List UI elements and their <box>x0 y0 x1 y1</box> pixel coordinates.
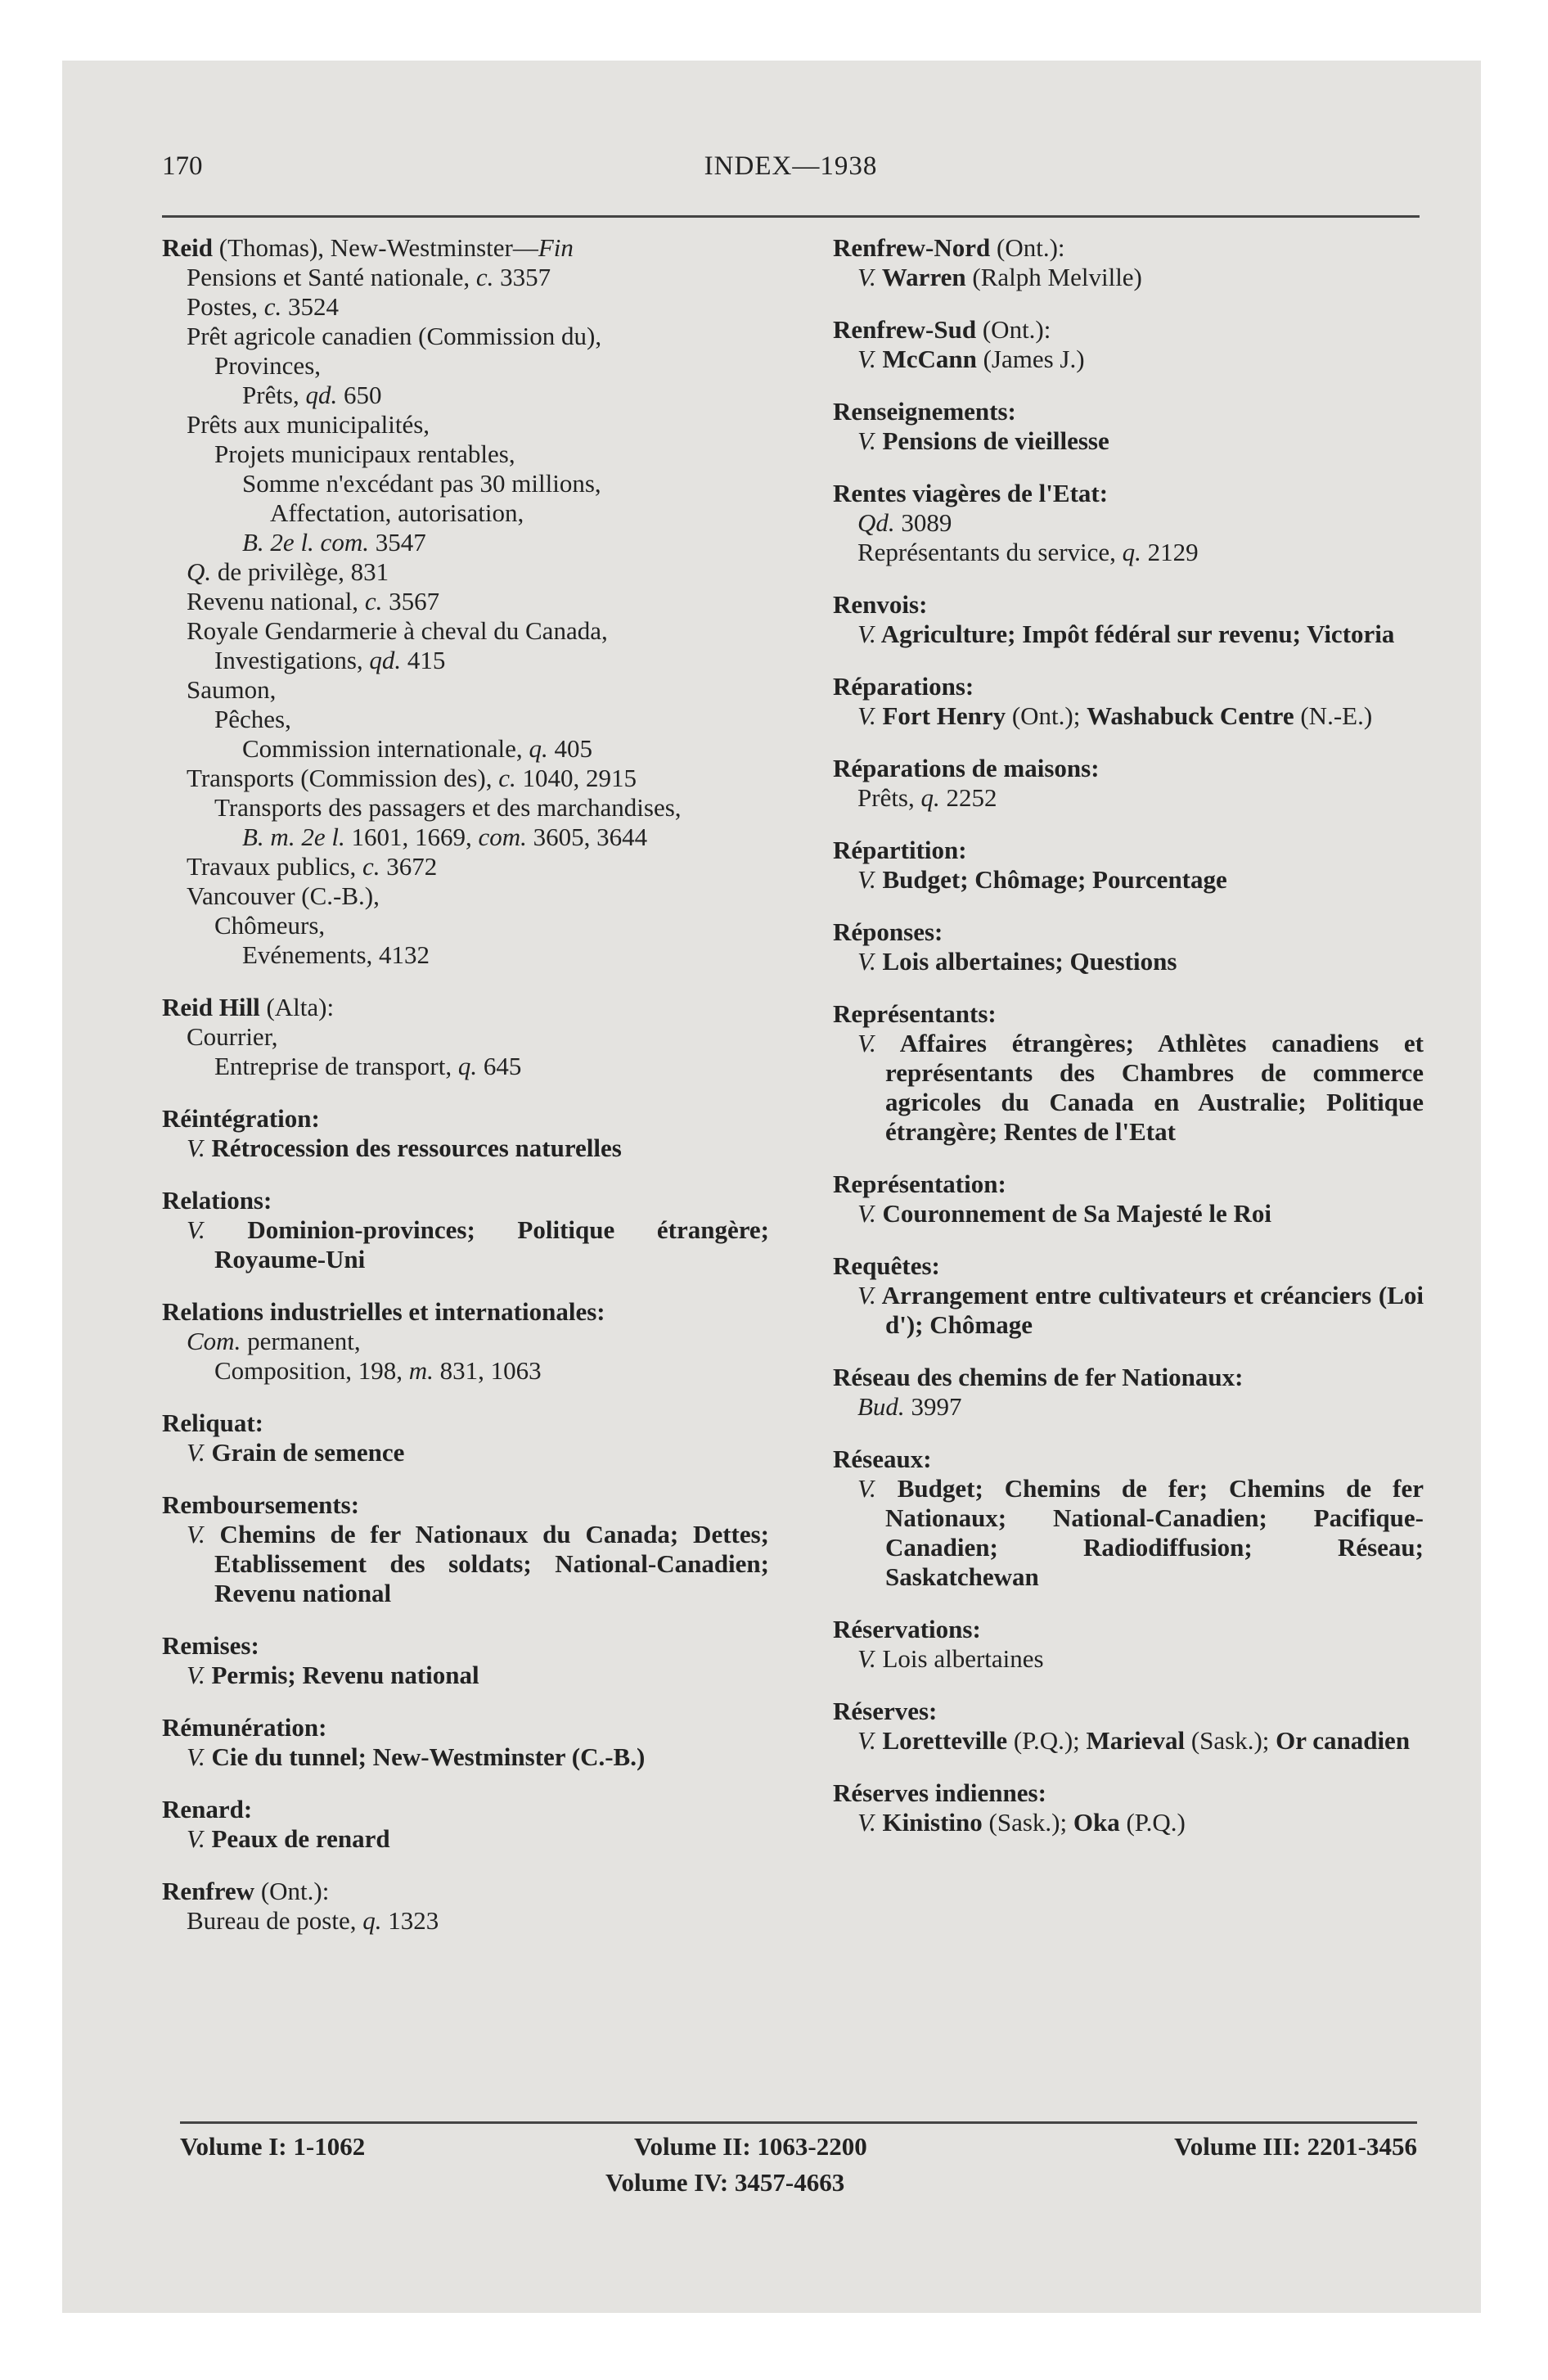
see-reference: V. Pensions de vieillesse <box>857 426 1109 455</box>
entry-fin: Fin <box>538 233 574 262</box>
index-entry-reliquat <box>162 1409 769 1467</box>
subentry: Prêts aux municipalités, <box>187 410 430 439</box>
entry-heading: Reid Hill <box>162 993 260 1021</box>
see-reference: V. Warren (Ralph Melville) <box>857 263 1142 291</box>
entry-heading: Renard: <box>162 1795 253 1823</box>
see-reference: V. McCann (James J.) <box>857 345 1085 373</box>
entry-heading: Reliquat: <box>162 1409 263 1437</box>
entry-heading: Renvois: <box>833 590 928 619</box>
subentry: B. 2e l. com. 3547 <box>242 528 426 557</box>
index-column-right <box>833 233 1424 1860</box>
index-entry-reponses <box>833 917 1424 976</box>
entry-heading: Renfrew <box>162 1877 255 1905</box>
index-entry-representation <box>833 1170 1424 1228</box>
entry-heading: Rentes viagères de l'Etat: <box>833 479 1109 507</box>
subentry: Transports des passagers et des marchandises, <box>214 793 682 822</box>
see-reference: V. Agriculture; Impôt fédéral sur revenu; Victoria <box>857 620 1395 648</box>
subentry: B. m. 2e l. 1601, 1669, com. 3605, 3644 <box>242 823 648 851</box>
index-entry-remboursements <box>162 1490 769 1608</box>
subentry: Affectation, autorisation, <box>270 498 524 527</box>
see-reference: V. Budget; Chômage; Pourcentage <box>857 865 1227 894</box>
index-entry-renvois <box>833 590 1424 649</box>
entry-heading: Réseau des chemins de fer Nationaux: <box>833 1363 1244 1391</box>
entry-heading: Réserves: <box>833 1697 938 1725</box>
index-entry-relations-industrielles <box>162 1297 769 1386</box>
entry-heading: Répartition: <box>833 836 967 864</box>
subentry: Provinces, <box>214 351 322 380</box>
see-reference: V. Grain de semence <box>187 1438 405 1467</box>
subentry: Transports (Commission des), c. 1040, 2915 <box>187 764 637 792</box>
index-entry-remises <box>162 1631 769 1690</box>
see-reference: V. Lois albertaines; Questions <box>857 947 1177 976</box>
volume-1-range: Volume I: 1-1062 <box>180 2132 366 2161</box>
subentry: Prêts, q. 2252 <box>857 783 997 812</box>
index-entry-renfrew-sud: Renfrew-Sud (Ont.): V. McCann (James J.) <box>833 315 1424 374</box>
volume-2-range: Volume II: 1063-2200 <box>634 2132 867 2161</box>
subentry: Somme n'excédant pas 30 millions, <box>242 469 601 498</box>
entry-heading: Requêtes: <box>833 1251 940 1280</box>
see-reference: V. Lois albertaines <box>857 1644 1044 1673</box>
entry-heading: Relations industrielles et internationales: <box>162 1297 605 1326</box>
running-title: INDEX—1938 <box>704 151 878 181</box>
page-number: 170 <box>162 151 203 181</box>
entry-heading: Renseignements: <box>833 397 1016 426</box>
index-entry-renard <box>162 1795 769 1854</box>
subentry: Q. de privilège, 831 <box>187 557 389 586</box>
subentry: Pêches, <box>214 705 291 733</box>
see-reference: V. Budget; Chemins de fer; Chemins de fer Nationaux; National-Canadien; Pacifique-Canadien; Radiodiffusion; Réseau; Saskatchewan <box>857 1474 1424 1591</box>
index-entry-repartition <box>833 836 1424 895</box>
see-reference: V. Peaux de renard <box>187 1824 390 1853</box>
entry-heading: Réservations: <box>833 1615 981 1643</box>
subentry: Projets municipaux rentables, <box>214 439 515 468</box>
index-entry-reseaux <box>833 1445 1424 1592</box>
index-entry-requetes <box>833 1251 1424 1340</box>
index-entry-reserves <box>833 1697 1424 1756</box>
entry-heading: Relations: <box>162 1186 272 1215</box>
volume-4-range: Volume IV: 3457-4663 <box>605 2168 845 2197</box>
index-column-left <box>162 233 769 1959</box>
entry-heading: Réserves indiennes: <box>833 1778 1046 1807</box>
index-entry-remuneration <box>162 1713 769 1772</box>
see-reference: V. Chemins de fer Nationaux du Canada; Dettes; Etablissement des soldats; National-Canadien; Revenu national <box>187 1520 769 1607</box>
entry-heading: Reid <box>162 233 213 262</box>
index-entry-reid-thomas <box>162 233 769 970</box>
entry-heading: Renfrew-Nord <box>833 233 991 262</box>
subentry: Qd. 3089 <box>857 508 952 537</box>
subentry: Bud. 3997 <box>857 1392 962 1421</box>
subentry: Royale Gendarmerie à cheval du Canada, <box>187 616 608 645</box>
header-rule <box>162 215 1420 218</box>
page-header <box>162 151 1420 201</box>
index-entry-relations <box>162 1186 769 1274</box>
see-reference: V. Loretteville (P.Q.); Marieval (Sask.); Or canadien <box>857 1726 1411 1755</box>
see-reference: V. Couronnement de Sa Majesté le Roi <box>857 1199 1272 1228</box>
index-entry-renseignements <box>833 397 1424 456</box>
see-reference: V. Dominion-provinces; Politique étrangère; Royaume-Uni <box>187 1215 769 1273</box>
subentry: Investigations, qd. 415 <box>214 646 446 674</box>
index-entry-renfrew: Renfrew (Ont.): Bureau de poste, q. 1323 <box>162 1877 769 1936</box>
subentry: Saumon, <box>187 675 277 704</box>
subentry: Chômeurs, <box>214 911 326 940</box>
subentry: Composition, 198, m. 831, 1063 <box>214 1356 542 1385</box>
subentry: Com. permanent, <box>187 1327 361 1355</box>
index-entry-reserves-indiennes <box>833 1778 1424 1837</box>
entry-heading: Réponses: <box>833 917 943 946</box>
subentry: Revenu national, c. 3567 <box>187 587 440 615</box>
see-reference: V. Arrangement entre cultivateurs et créanciers (Loi d'); Chômage <box>857 1281 1424 1339</box>
footer-rule <box>180 2121 1417 2124</box>
subentry: Vancouver (C.-B.), <box>187 881 380 910</box>
subentry: Postes, c. 3524 <box>187 292 340 321</box>
index-entry-reservations <box>833 1615 1424 1674</box>
subentry: Evénements, 4132 <box>242 940 430 969</box>
index-entry-representants <box>833 999 1424 1147</box>
index-entry-renfrew-nord: Renfrew-Nord (Ont.): V. Warren (Ralph Melville) <box>833 233 1424 292</box>
index-entry-reparations <box>833 672 1424 731</box>
entry-heading: Représentation: <box>833 1170 1006 1198</box>
volume-3-range: Volume III: 2201-3456 <box>1174 2132 1417 2161</box>
subentry: Prêts, qd. 650 <box>242 381 382 409</box>
subentry: Commission internationale, q. 405 <box>242 734 592 763</box>
index-entry-reseau-chemins <box>833 1363 1424 1422</box>
subentry: Entreprise de transport, q. 645 <box>214 1052 522 1080</box>
see-reference: V. Rétrocession des ressources naturelles <box>187 1134 622 1162</box>
entry-heading: Représentants: <box>833 999 997 1028</box>
subentry: Pensions et Santé nationale, c. 3357 <box>187 263 551 291</box>
see-reference: V. Kinistino (Sask.); Oka (P.Q.) <box>857 1808 1186 1837</box>
entry-heading: Réparations: <box>833 672 974 701</box>
subentry: Courrier, <box>187 1022 278 1051</box>
index-entry-rentes-viageres <box>833 479 1424 567</box>
subentry: Travaux publics, c. 3672 <box>187 852 438 881</box>
see-reference: V. Affaires étrangères; Athlètes canadiens et représentants des Chambres de commerce agricoles du Canada en Australie; Politique étrangère; Rentes de l'Etat <box>857 1029 1424 1146</box>
see-reference: V. Permis; Revenu national <box>187 1661 479 1689</box>
entry-heading: Rémunération: <box>162 1713 327 1742</box>
entry-heading: Renfrew-Sud <box>833 315 977 344</box>
entry-heading: Remises: <box>162 1631 259 1660</box>
entry-heading: Réseaux: <box>833 1445 932 1473</box>
subentry: Prêt agricole canadien (Commission du), <box>187 322 602 350</box>
entry-heading: Réintégration: <box>162 1104 320 1133</box>
entry-heading: Remboursements: <box>162 1490 360 1519</box>
index-entry-reid-hill: Reid Hill (Alta): Courrier, Entreprise de transport, q. 645 <box>162 993 769 1081</box>
subentry: Représentants du service, q. 2129 <box>857 538 1199 566</box>
entry-heading-rest: (Thomas), New-Westminster— <box>213 233 538 262</box>
see-reference: V. Fort Henry (Ont.); Washabuck Centre (N.-E.) <box>857 701 1373 730</box>
subentry: Bureau de poste, q. 1323 <box>187 1906 439 1935</box>
index-entry-reparations-maisons <box>833 754 1424 813</box>
entry-heading: Réparations de maisons: <box>833 754 1100 782</box>
index-entry-reintegration <box>162 1104 769 1163</box>
see-reference: V. Cie du tunnel; New-Westminster (C.-B.) <box>187 1742 646 1771</box>
